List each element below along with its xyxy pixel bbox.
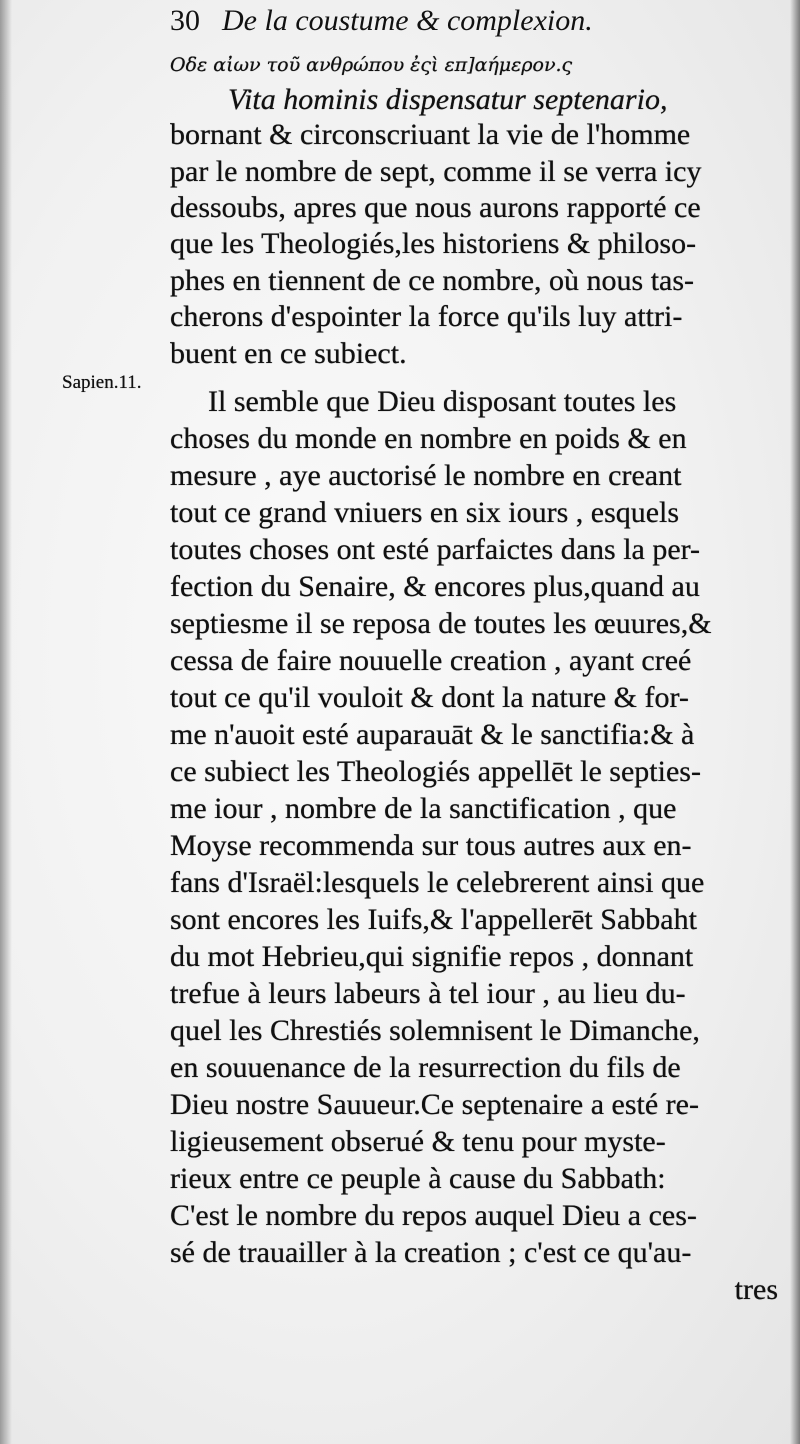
text-line: tout ce grand vniuers en six iours , esquels bbox=[170, 496, 680, 529]
text-line: tout ce qu'il vouloit & dont la nature & for- bbox=[170, 681, 689, 714]
text-line: cessa de faire nouuelle creation , ayant creé bbox=[170, 644, 692, 677]
text-line: me n'auoit esté auparauāt & le sanctifia:& à bbox=[170, 718, 695, 751]
text-line: sont encores les Iuifs,& l'appellerēt Sabbaht bbox=[170, 903, 697, 936]
text-line: Il semble que Dieu disposant toutes les bbox=[208, 385, 677, 418]
text-line: Moyse recommenda sur tous autres aux en- bbox=[170, 829, 692, 862]
text-line: trefue à leurs labeurs à tel iour , au lieu du- bbox=[170, 977, 686, 1010]
text-line: cherons d'espointer la force qu'ils luy attri- bbox=[170, 300, 683, 333]
text-line: du mot Hebrieu,qui signifie repos , donnant bbox=[170, 940, 694, 973]
text-line: toutes choses ont esté parfaictes dans la per- bbox=[170, 533, 701, 566]
running-head: De la coustume & complexion. bbox=[222, 4, 593, 37]
text-line: fans d'Israël:lesquels le celebrerent ainsi que bbox=[170, 866, 705, 899]
text-line: bornant & circonscriuant la vie de l'homme bbox=[170, 118, 691, 151]
text-line: Dieu nostre Sauueur.Ce septenaire a esté re- bbox=[170, 1088, 699, 1121]
text-line: septiesme il se reposa de toutes les œuures,& bbox=[170, 607, 712, 640]
text-line: fection du Senaire, & encores plus,quand au bbox=[170, 570, 700, 603]
text-line: en souuenance de la resurrection du fils de bbox=[170, 1051, 681, 1084]
text-line: phes en tiennent de ce nombre, où nous tas- bbox=[170, 264, 695, 297]
text-line: C'est le nombre du repos auquel Dieu a ces- bbox=[170, 1199, 697, 1232]
page-edge-right bbox=[790, 0, 800, 1444]
text-line: que les Theologiés,les historiens & philoso- bbox=[170, 227, 697, 260]
text-line: sé de trauailler à la creation ; c'est ce qu'au- bbox=[170, 1236, 692, 1269]
catchword: tres bbox=[734, 1273, 778, 1306]
text-line-greek: Οδε αἰων τοῦ ανθρώπου ἐςὶ επ]αήμερον.ς bbox=[170, 54, 573, 76]
page-edge-left bbox=[0, 0, 12, 1444]
text-line: rieux entre ce peuple à cause du Sabbath: bbox=[170, 1162, 666, 1195]
text-line: par le nombre de sept, comme il se verra icy bbox=[170, 155, 702, 188]
text-line: quel les Chrestiés solemnisent le Dimanche, bbox=[170, 1014, 700, 1047]
text-line: buent en ce subiect. bbox=[170, 337, 407, 370]
text-line: choses du monde en nombre en poids & en bbox=[170, 422, 687, 455]
page-header bbox=[170, 4, 770, 44]
text-line: ligieusement obserué & tenu pour myste- bbox=[170, 1125, 666, 1158]
text-line: ce subiect les Theologiés appellēt le septies- bbox=[170, 755, 701, 788]
text-line-latin: Vita hominis dispensatur septenario, bbox=[228, 83, 668, 116]
margin-note: Sapien.11. bbox=[62, 372, 142, 393]
text-line: dessoubs, apres que nous aurons rapporté ce bbox=[170, 191, 701, 224]
page-number: 30 bbox=[170, 4, 200, 37]
text-line: mesure , aye auctorisé le nombre en creant bbox=[170, 459, 682, 492]
text-line: me iour , nombre de la sanctification , que bbox=[170, 792, 677, 825]
